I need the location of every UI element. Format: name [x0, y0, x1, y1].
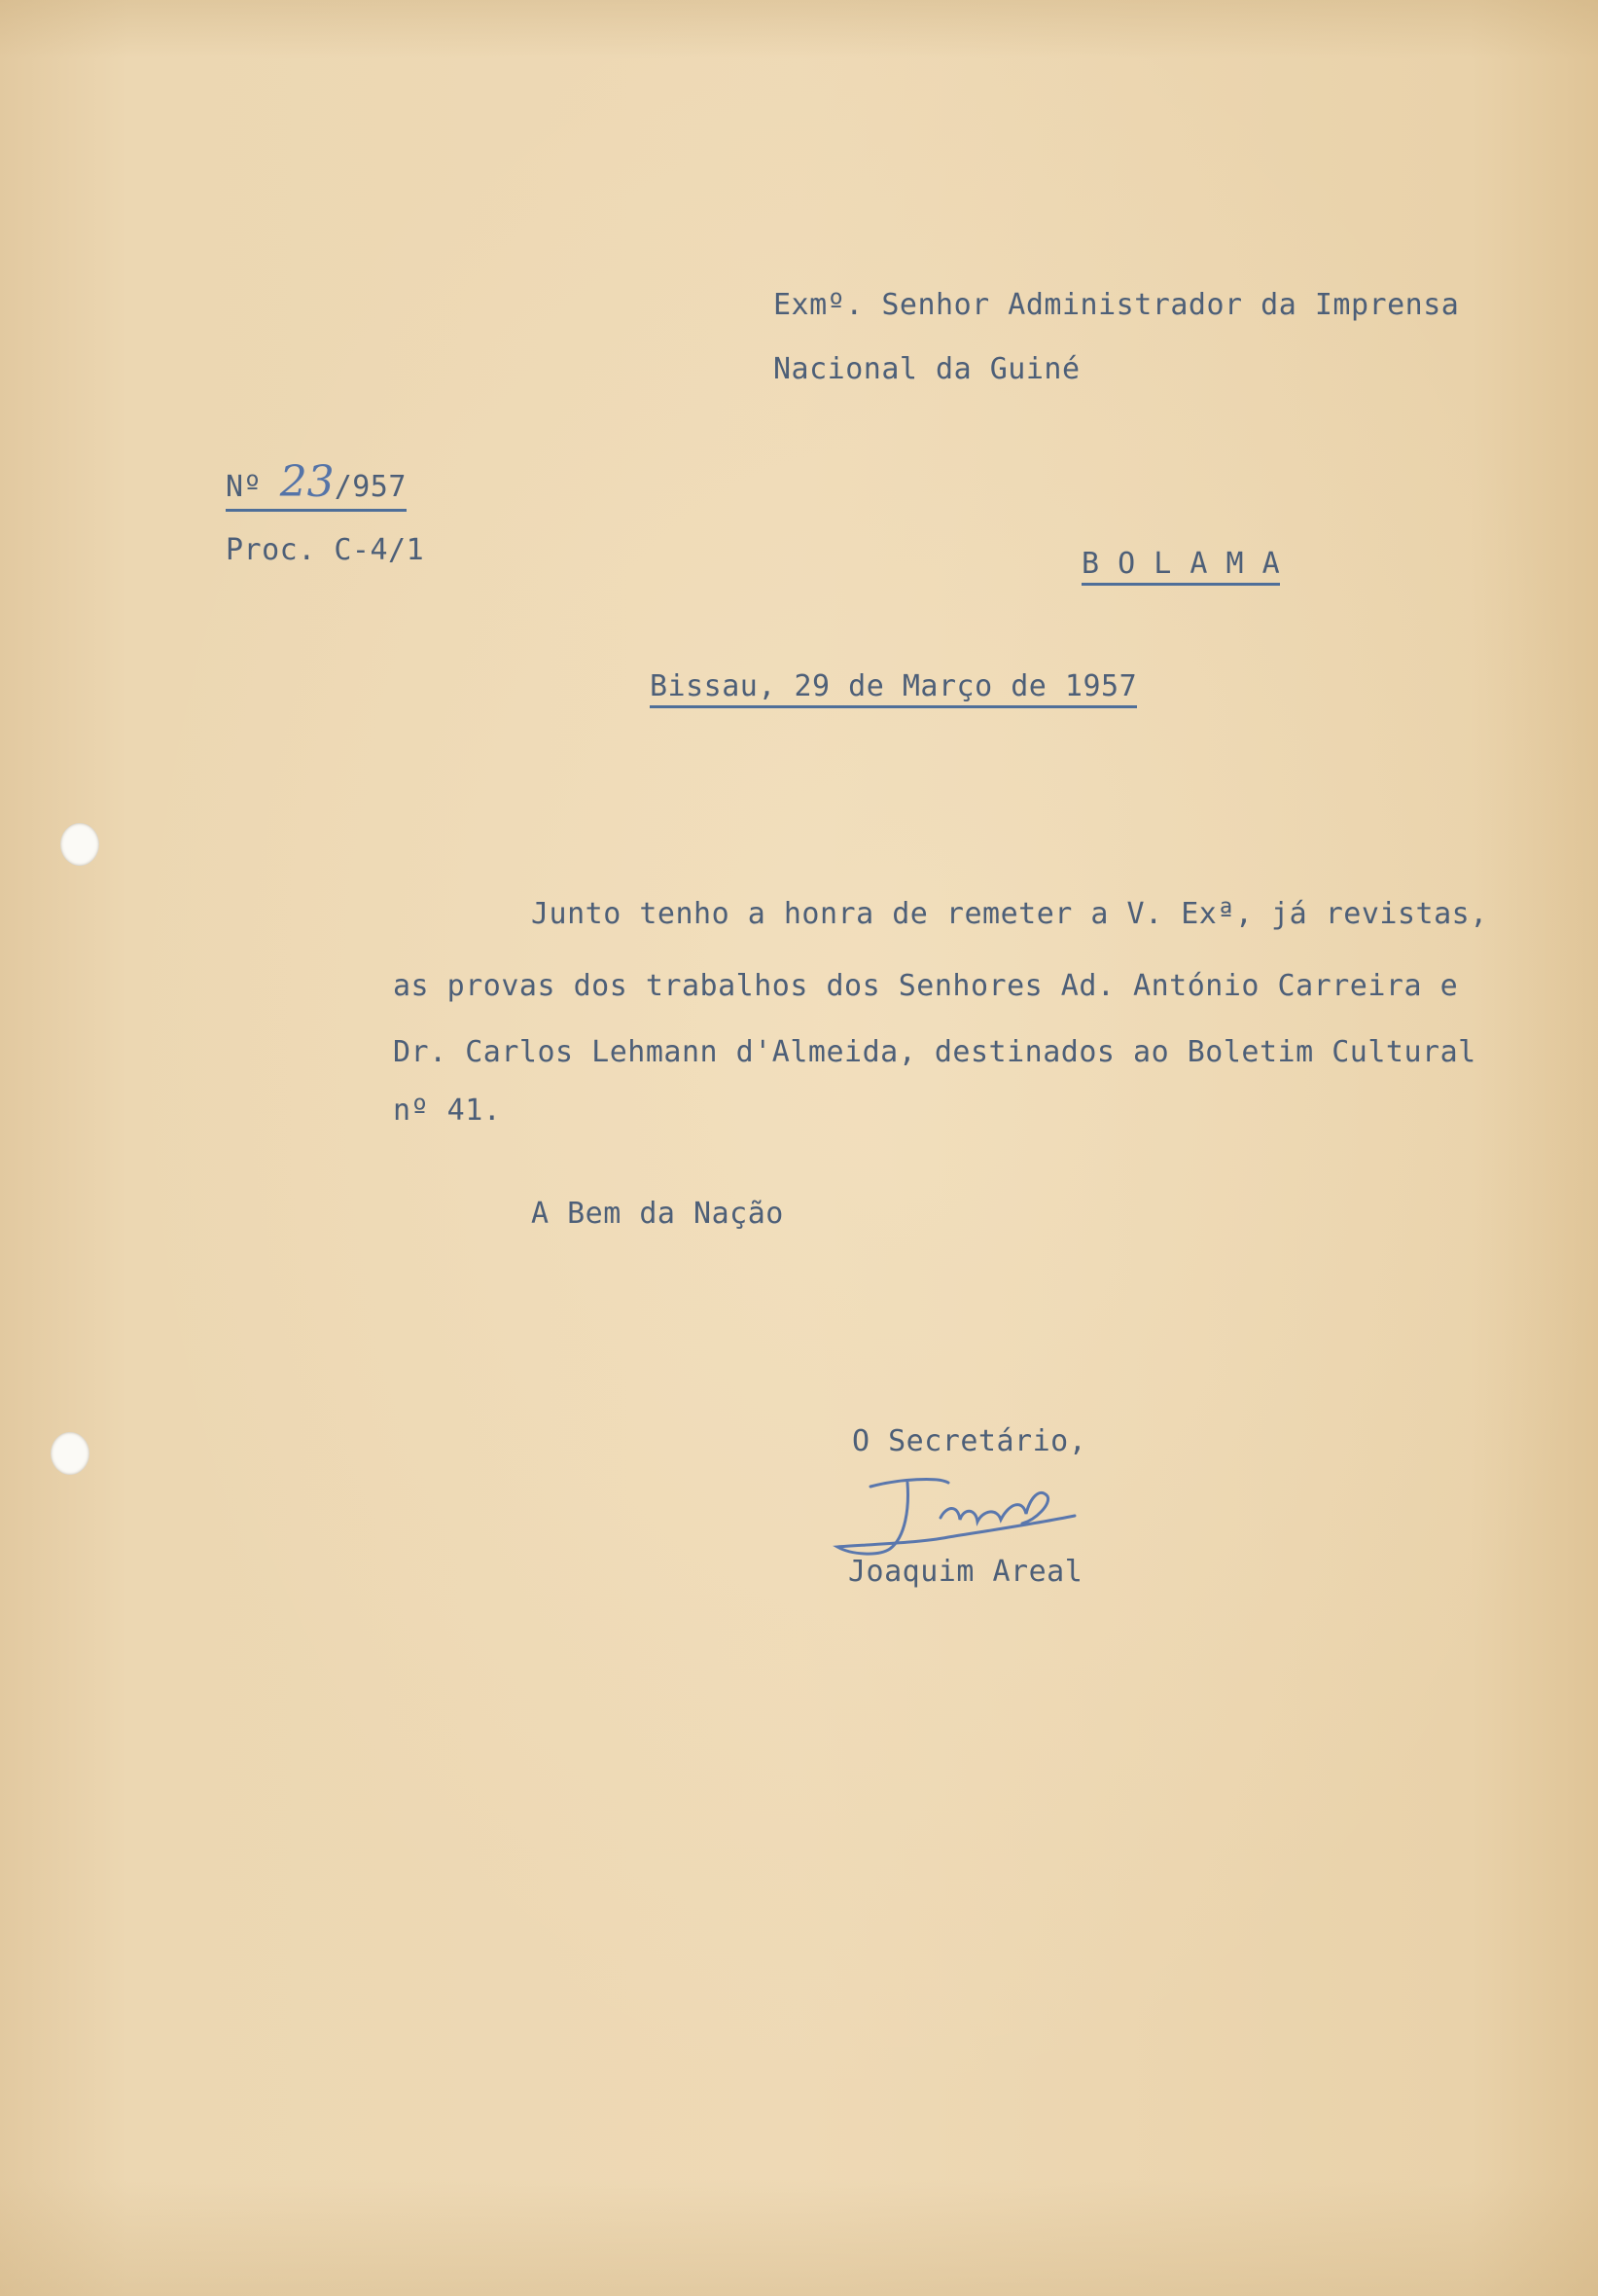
reference-number-handwritten: 23: [279, 457, 335, 507]
body-line-1: Junto tenho a honra de remeter a V. Exª, já revistas,: [531, 897, 1488, 931]
punch-hole-top: [60, 823, 99, 866]
dateline: Bissau, 29 de Março de 1957: [650, 669, 1137, 708]
reference-number-suffix: /957: [334, 470, 407, 504]
recipient-line-1: Exmº. Senhor Administrador da Imprensa: [773, 288, 1460, 322]
recipient-line-2: Nacional da Guiné: [773, 352, 1081, 386]
recipient-city: B O L A M A: [1082, 547, 1280, 586]
process-reference: Proc. C-4/1: [226, 533, 425, 567]
handwritten-signature: [832, 1469, 1104, 1566]
reference-number-prefix: Nº: [226, 470, 263, 504]
body-line-3: Dr. Carlos Lehmann d'Almeida, destinados ao Boletim Cultural: [393, 1035, 1476, 1069]
body-line-4: nº 41.: [393, 1094, 502, 1128]
body-line-2: as provas dos trabalhos dos Senhores Ad. António Carreira e: [393, 969, 1459, 1003]
closing-formula: A Bem da Nação: [531, 1197, 784, 1231]
signatory-name: Joaquim Areal: [848, 1555, 1083, 1589]
punch-hole-bottom: [51, 1432, 89, 1475]
signatory-title: O Secretário,: [852, 1424, 1087, 1458]
reference-number: [226, 457, 407, 512]
